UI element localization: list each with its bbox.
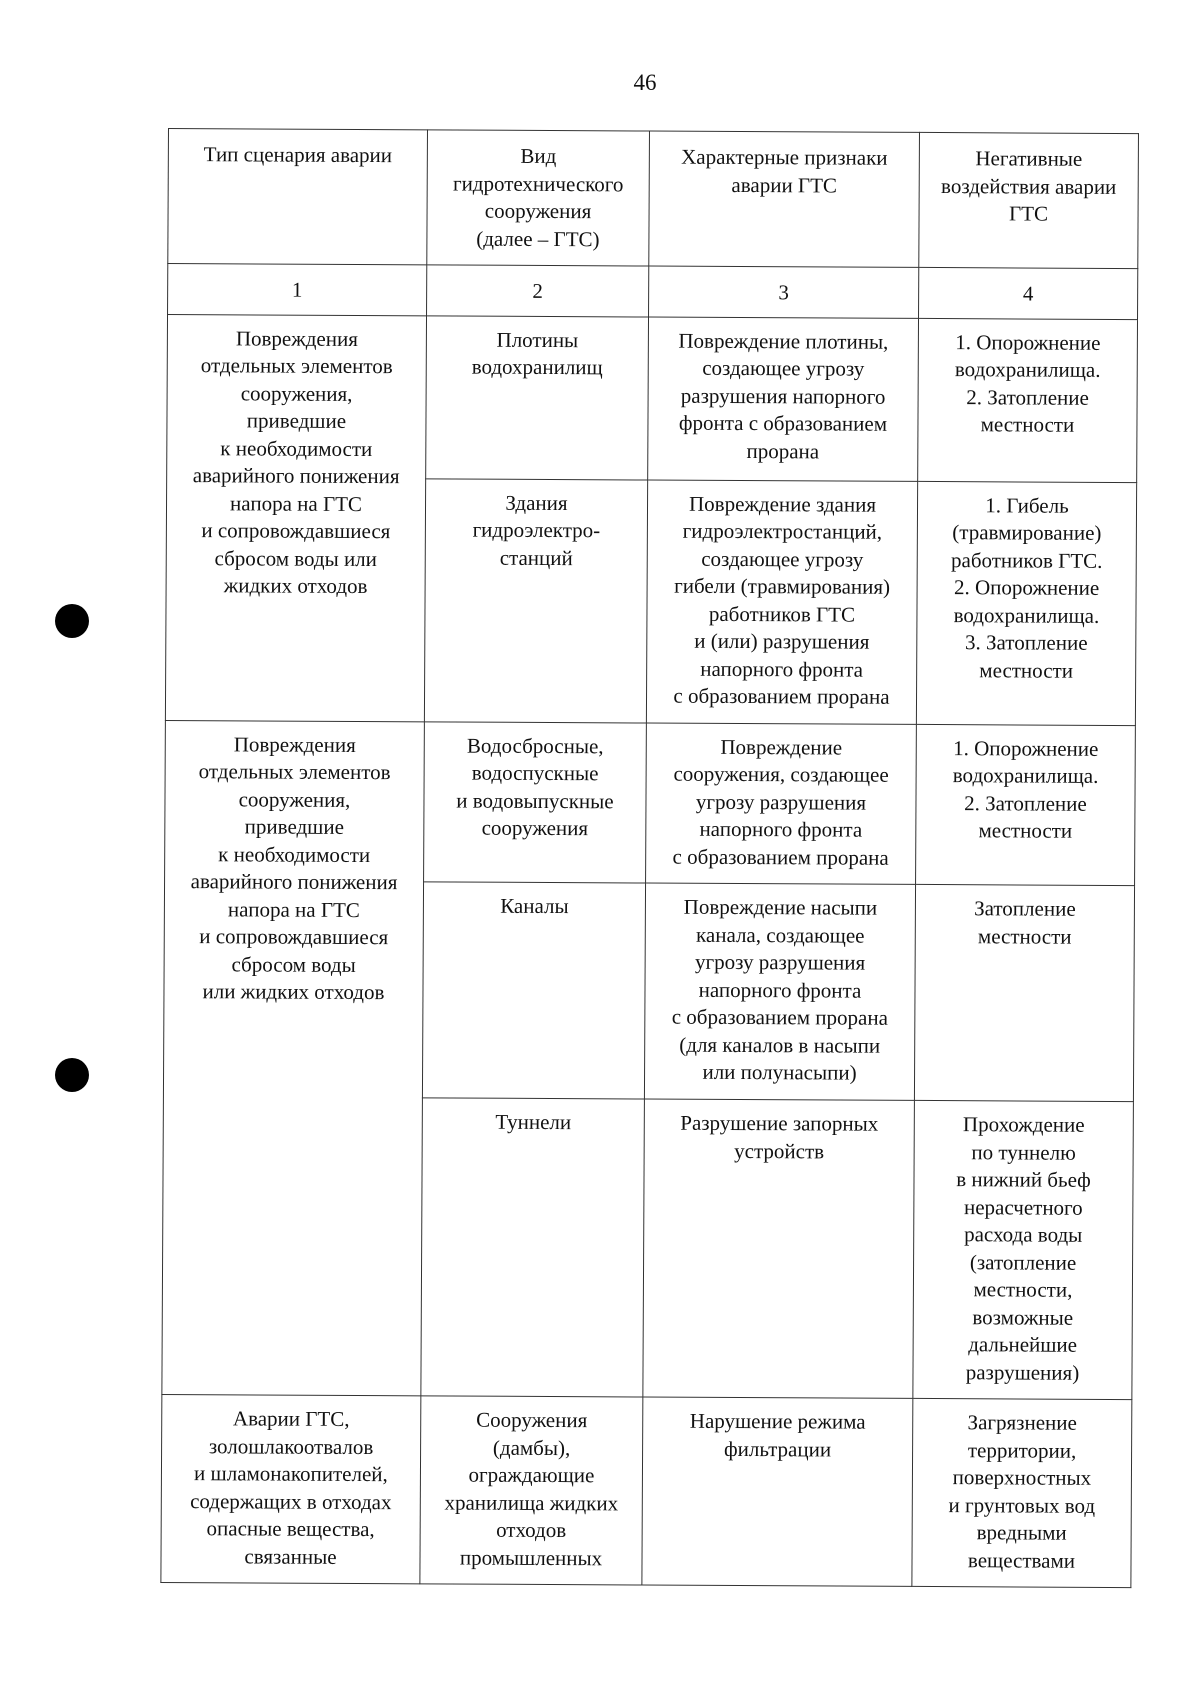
page-number: 46	[633, 70, 657, 95]
scenario-cell: Повреждения отдельных элементов сооружения, приведшие к необходимости аварийного понижения напора на ГТС и сопровождавшиеся сбросом воды или жидких отходов	[165, 314, 426, 721]
effects-cell: 1. Опорожнение водохранилища. 2. Затопление местности	[916, 724, 1136, 886]
column-number: 1	[168, 264, 427, 316]
effects-cell: Прохождение по туннелю в нижний бьеф нерасчетного расхода воды (затопление местности, возможные дальнейшие разрушения)	[913, 1100, 1134, 1399]
column-number: 2	[427, 265, 649, 317]
column-number: 3	[649, 266, 919, 318]
scenario-cell: Аварии ГТС, золошлакоотвалов и шламонакопителей, содержащих в отходах опасные вещества, связанные	[161, 1394, 421, 1583]
signs-cell: Повреждение здания гидроэлектростанций, создающее угрозу гибели (травмирования) работников ГТС и (или) разрушения напорного фронта с образованием прорана	[646, 480, 917, 724]
effects-cell: Затопление местности	[914, 884, 1134, 1101]
column-header-structure-type: Вид гидротехнического сооружения (далее – ГТС)	[427, 130, 650, 266]
signs-cell: Разрушение запорных устройств	[643, 1099, 915, 1398]
accident-scenario-table	[160, 128, 1139, 1588]
column-number: 4	[919, 267, 1138, 319]
effects-cell: Загрязнение территории, поверхностных и грунтовых вод вредными веществами	[912, 1398, 1132, 1587]
structure-cell: Туннели	[421, 1098, 645, 1397]
structure-cell: Здания гидроэлектро- станций	[424, 478, 647, 722]
structure-cell: Сооружения (дамбы), ограждающие хранилища жидких отходов промышленных	[420, 1396, 643, 1585]
column-header-negative-effects: Негативные воздействия аварии ГТС	[919, 132, 1139, 268]
signs-cell: Повреждение сооружения, создающее угрозу разрушения напорного фронта с образованием прорана	[646, 723, 917, 885]
table-row	[167, 314, 1138, 482]
structure-cell: Плотины водохранилищ	[426, 315, 649, 479]
structure-cell: Каналы	[422, 882, 645, 1099]
column-header-scenario-type: Тип сценария аварии	[168, 129, 428, 265]
table-row	[161, 1394, 1132, 1587]
table-header-row	[168, 129, 1139, 269]
signs-cell: Повреждение насыпи канала, создающее угрозу разрушения напорного фронта с образованием прорана (для каналов в насыпи или полунасыпи)	[644, 883, 915, 1100]
structure-cell: Водосбросные, водоспускные и водовыпускные сооружения	[424, 721, 647, 883]
column-header-accident-signs: Характерные признаки аварии ГТС	[649, 131, 920, 267]
effects-cell: 1. Гибель (травмирование) работников ГТС. 2. Опорожнение водохранилища. 3. Затопление местности	[916, 481, 1136, 725]
table-row	[165, 720, 1136, 886]
binder-hole-mark	[55, 1058, 89, 1092]
signs-cell: Повреждение плотины, создающее угрозу разрушения напорного фронта с образованием прорана	[648, 317, 919, 481]
signs-cell: Нарушение режима фильтрации	[642, 1397, 913, 1586]
binder-hole-mark	[55, 604, 89, 638]
column-number-row	[168, 264, 1138, 320]
scenario-cell: Повреждения отдельных элементов сооружения, приведшие к необходимости аварийного понижения напора на ГТС и сопровождавшиеся сбросом воды или жидких отходов	[162, 720, 425, 1396]
effects-cell: 1. Опорожнение водохранилища. 2. Затопление местности	[918, 318, 1138, 482]
